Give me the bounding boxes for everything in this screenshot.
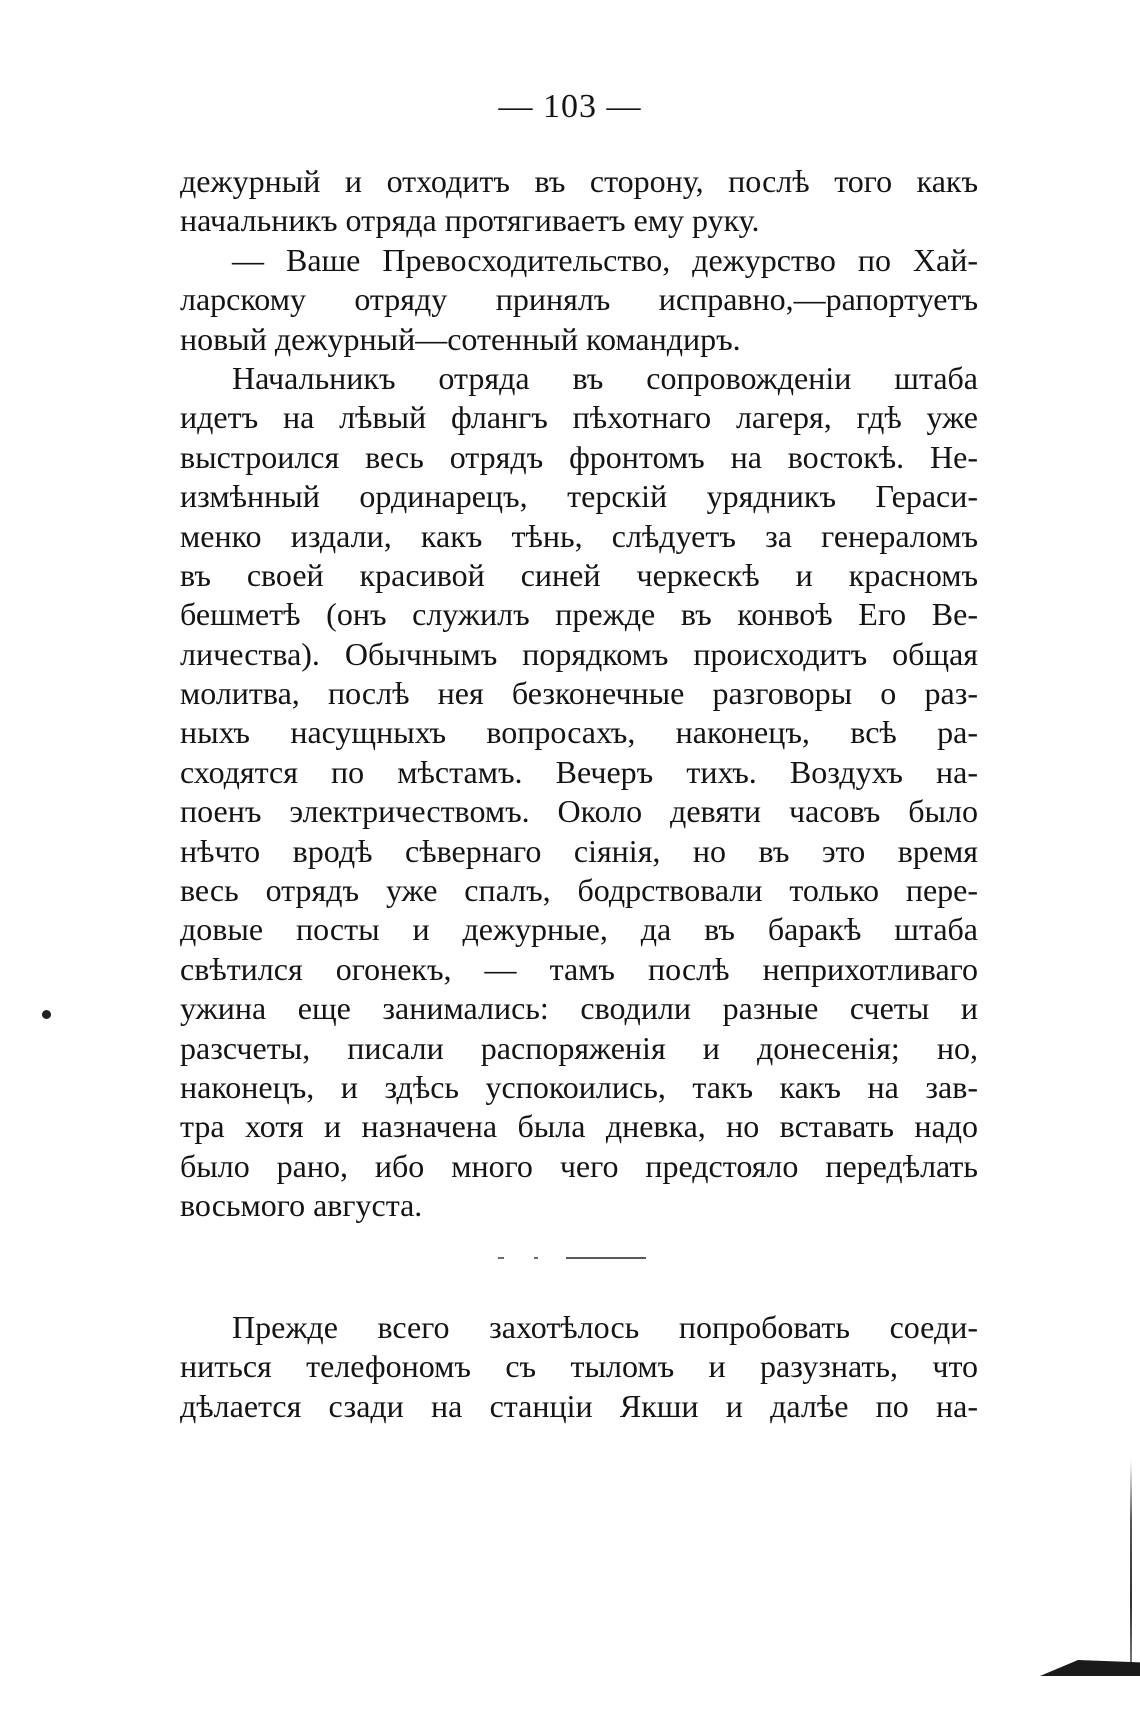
text-line: ужина еще занимались: сводили разные счеты и <box>180 990 978 1027</box>
page-corner-shadow <box>1040 1660 1140 1676</box>
text-line: новый дежурный—сотенный командиръ. <box>180 320 741 357</box>
text-line: наконецъ, и здѣсь успокоились, такъ какъ на зав- <box>180 1068 978 1105</box>
text-line: Прежде всего захотѣлось попробовать соеди- <box>232 1309 978 1345</box>
section-text <box>180 1308 978 1426</box>
text-line: весь отрядъ уже спалъ, бодрствовали только пере- <box>180 872 978 909</box>
page-number: — 103 — <box>498 88 642 125</box>
text-line: поенъ электричествомъ. Около девяти часовъ было <box>180 793 978 830</box>
text-line: менко издали, какъ тѣнь, слѣдуетъ за генераломъ <box>180 517 978 554</box>
page-edge-shadow <box>1130 1460 1132 1665</box>
text-line: личества). Обычнымъ порядкомъ происходитъ общая <box>180 635 978 672</box>
text-line: свѣтился огонекъ, — тамъ послѣ неприхотливаго <box>180 950 978 987</box>
text-line: ларскому отряду принялъ исправно,—рапортуетъ <box>180 281 978 318</box>
text-line: дежурный и отходитъ въ сторону, послѣ того какъ <box>180 163 978 199</box>
text-line: восьмого августа. <box>180 1187 423 1224</box>
text-line: тра хотя и назначена была дневка, но вставать надо <box>180 1108 978 1145</box>
text-line: дѣлается сзади на станціи Якши и далѣе по на- <box>180 1387 978 1424</box>
text-line: нѣчто вродѣ сѣвернаго сіянія, но въ это время <box>180 832 978 869</box>
text-line: молитва, послѣ нея безконечные разговоры о раз- <box>180 675 978 712</box>
text-line: въ своей красивой синей черкескѣ и красномъ <box>180 556 978 593</box>
text-line: выстроился весь отрядъ фронтомъ на востокѣ. Не- <box>180 438 978 475</box>
text-line: ныхъ насущныхъ вопросахъ, наконецъ, всѣ ра- <box>180 714 978 751</box>
text-line: идетъ на лѣвый флангъ пѣхотнаго лагеря, гдѣ уже <box>180 399 978 436</box>
text-line: сходятся по мѣстамъ. Вечеръ тихъ. Воздухъ на- <box>180 753 978 790</box>
text-line: было рано, ибо много чего предстояло передѣлать <box>180 1147 978 1184</box>
section-separator <box>498 1256 648 1260</box>
margin-mark <box>42 1010 51 1019</box>
text-line: ниться телефономъ съ тыломъ и разузнать, что <box>180 1348 978 1385</box>
text-line: начальникъ отряда протягиваетъ ему руку. <box>180 202 760 239</box>
text-line: измѣнный ординарецъ, терскій урядникъ Гераси- <box>180 478 978 515</box>
text-line: Начальникъ отряда въ сопровожденіи штаба <box>232 359 978 396</box>
text-line: — Ваше Превосходительство, дежурство по Хай- <box>232 241 978 278</box>
main-text <box>180 162 978 1226</box>
text-line: довые посты и дежурные, да въ баракѣ штаба <box>180 911 978 948</box>
text-line: бешметѣ (онъ служилъ прежде въ конвоѣ Его Ве- <box>180 596 978 633</box>
text-line: разсчеты, писали распоряженія и донесенія; но, <box>180 1029 978 1066</box>
